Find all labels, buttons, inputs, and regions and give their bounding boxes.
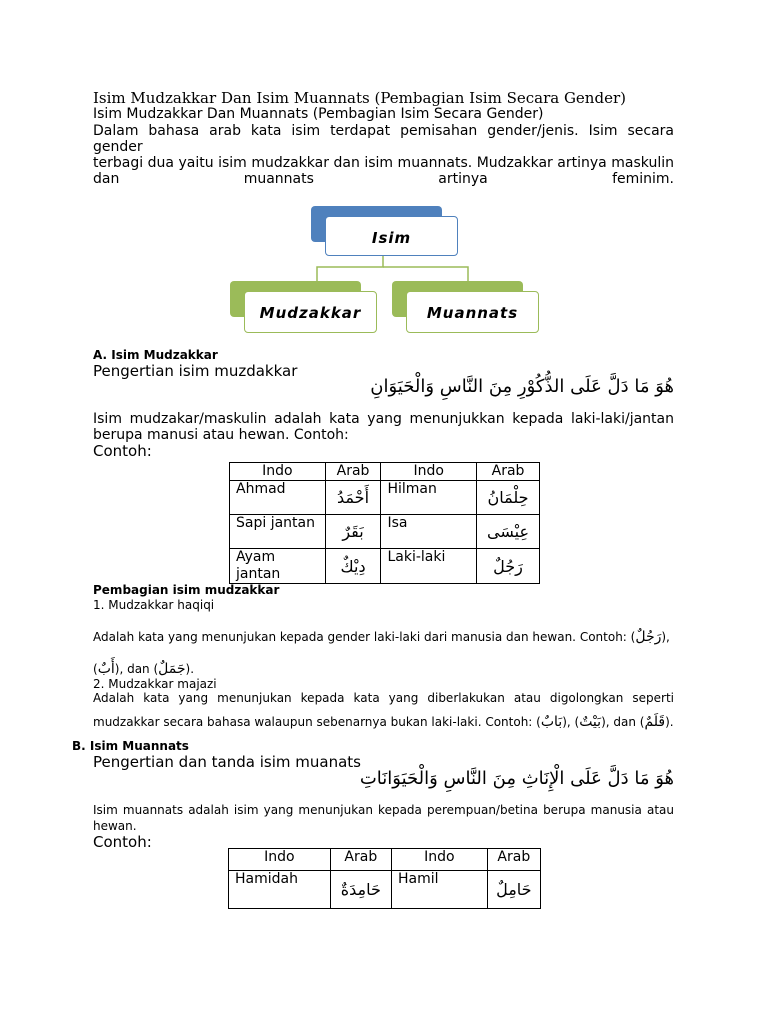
section-a-arabic-definition: هُوَ مَا دَلَّ عَلَى الذُّكُوْرِ مِنَ النَّاسِ وَالْحَيَوَانِ: [370, 376, 674, 397]
majazi-arabic-1: بَابٌ: [540, 714, 563, 730]
haqiqi-arabic-2: أَبٌ: [97, 661, 115, 677]
cell-indo: Hamidah: [229, 871, 331, 909]
cell-indo: Hilman: [381, 481, 477, 515]
haqiqi-arabic-1: رَجُلٌ: [635, 629, 662, 645]
section-b-arabic-definition: هُوَ مَا دَلَّ عَلَى الْإِنَاثِ مِنَ النَّاسِ وَالْحَيَوَانَاتِ: [359, 768, 674, 789]
cell-arab: بَقَرٌ: [325, 515, 381, 549]
cell-arab: أَحْمَدُ: [325, 481, 381, 515]
section-a-para-line-2: berupa manusi atau hewan. Contoh:: [93, 427, 349, 443]
haqiqi-arabic-3: جَمَلٌ: [158, 661, 186, 677]
majazi-text-4: ).: [665, 715, 674, 729]
section-b-subheading: Pengertian dan tanda isim muanats: [93, 753, 361, 771]
table-row: [230, 549, 540, 584]
cell-arab: عِيْسَى: [477, 515, 540, 549]
section-a-para-line-1: Isim mudzakar/maskulin adalah kata yang menunjukkan kepada laki-laki/jantan: [93, 411, 674, 427]
majazi-line-1: Adalah kata yang menunjukan kepada kata yang diberlakukan atau digolongkan seperti: [93, 691, 674, 705]
majazi-text-2: ), (: [562, 715, 580, 729]
mudzakkar-haqiqi-title: 1. Mudzakkar haqiqi: [93, 598, 215, 612]
mudzakkar-example-table: [229, 462, 540, 584]
muannats-example-table: [228, 848, 541, 909]
section-b-contoh: Contoh:: [93, 833, 152, 851]
cell-indo: Laki-laki: [381, 549, 477, 584]
mudzakkar-majazi-title: 2. Mudzakkar majazi: [93, 677, 217, 691]
intro-line-3: dan muannats artinya feminim.: [93, 171, 674, 187]
section-b-paragraph: [93, 802, 674, 850]
cell-arab: حِلْمَانُ: [477, 481, 540, 515]
header-arab-1: Arab: [325, 463, 381, 481]
cell-indo: Sapi jantan: [230, 515, 326, 549]
majazi-arabic-3: قَلَمٌ: [644, 714, 666, 730]
table-row: [230, 481, 540, 515]
muannats-node-label: Muannats: [426, 304, 519, 322]
table-header-row: [230, 463, 540, 481]
intro-line-2: terbagi dua yaitu isim mudzakkar dan isim muannats. Mudzakkar artinya maskulin: [93, 155, 674, 171]
section-b-para-line-1: Isim muannats adalah isim yang menunjukan kepada perempuan/betina berupa manusia atau: [93, 803, 674, 817]
haqiqi-text-2: ), (: [93, 630, 670, 676]
majazi-text-3: ), dan (: [601, 715, 645, 729]
section-a-heading: A. Isim Mudzakkar: [93, 348, 218, 362]
page-title: Isim Mudzakkar Dan Isim Muannats (Pembagian Isim Secara Gender): [93, 89, 626, 107]
majazi-arabic-2: بَيْتٌ: [579, 714, 602, 730]
haqiqi-text-4: ).: [185, 662, 195, 676]
table-row: [230, 515, 540, 549]
header-indo-1: Indo: [229, 849, 331, 871]
table-row: [229, 871, 541, 909]
section-a-subheading: Pengertian isim muzdakkar: [93, 362, 298, 380]
cell-indo: Ayam jantan: [230, 549, 326, 584]
haqiqi-text-3: ), dan (: [114, 662, 159, 676]
intro-paragraph: [93, 123, 674, 187]
cell-arab: دِيْكٌ: [325, 549, 381, 584]
page-subtitle: Isim Mudzakkar Dan Muannats (Pembagian Isim Secara Gender): [93, 106, 544, 122]
section-b-heading: B. Isim Muannats: [72, 739, 189, 753]
cell-arab: حَامِلٌ: [487, 871, 540, 909]
mudzakkar-node-label: Mudzakkar: [259, 304, 362, 322]
section-a-contoh: Contoh:: [93, 442, 152, 460]
haqiqi-text-1: Adalah kata yang menunjukan kepada gender laki-laki dari manusia dan hewan. Contoh: (: [93, 630, 636, 644]
majazi-line-2: [93, 714, 674, 730]
header-arab-2: Arab: [487, 849, 540, 871]
header-indo-1: Indo: [230, 463, 326, 481]
section-a-paragraph: [93, 411, 674, 459]
table-header-row: [229, 849, 541, 871]
header-indo-2: Indo: [392, 849, 488, 871]
pembagian-heading: Pembagian isim mudzakkar: [93, 583, 280, 597]
header-arab-1: Arab: [330, 849, 391, 871]
header-indo-2: Indo: [381, 463, 477, 481]
header-arab-2: Arab: [477, 463, 540, 481]
intro-line-1: Dalam bahasa arab kata isim terdapat pemisahan gender/jenis. Isim secara gender: [93, 123, 674, 155]
cell-arab: حَامِدَةٌ: [330, 871, 391, 909]
mudzakkar-majazi-text: [93, 690, 674, 730]
isim-diagram: [225, 203, 545, 338]
cell-indo: Hamil: [392, 871, 488, 909]
isim-node-label: Isim: [371, 229, 412, 247]
cell-indo: Ahmad: [230, 481, 326, 515]
mudzakkar-haqiqi-text: [93, 621, 678, 685]
majazi-text-1: mudzakkar secara bahasa walaupun sebenarnya bukan laki-laki. Contoh: (: [93, 715, 541, 729]
cell-indo: Isa: [381, 515, 477, 549]
section-b-para-line-2: hewan.: [93, 819, 137, 833]
cell-arab: رَجُلٌ: [477, 549, 540, 584]
